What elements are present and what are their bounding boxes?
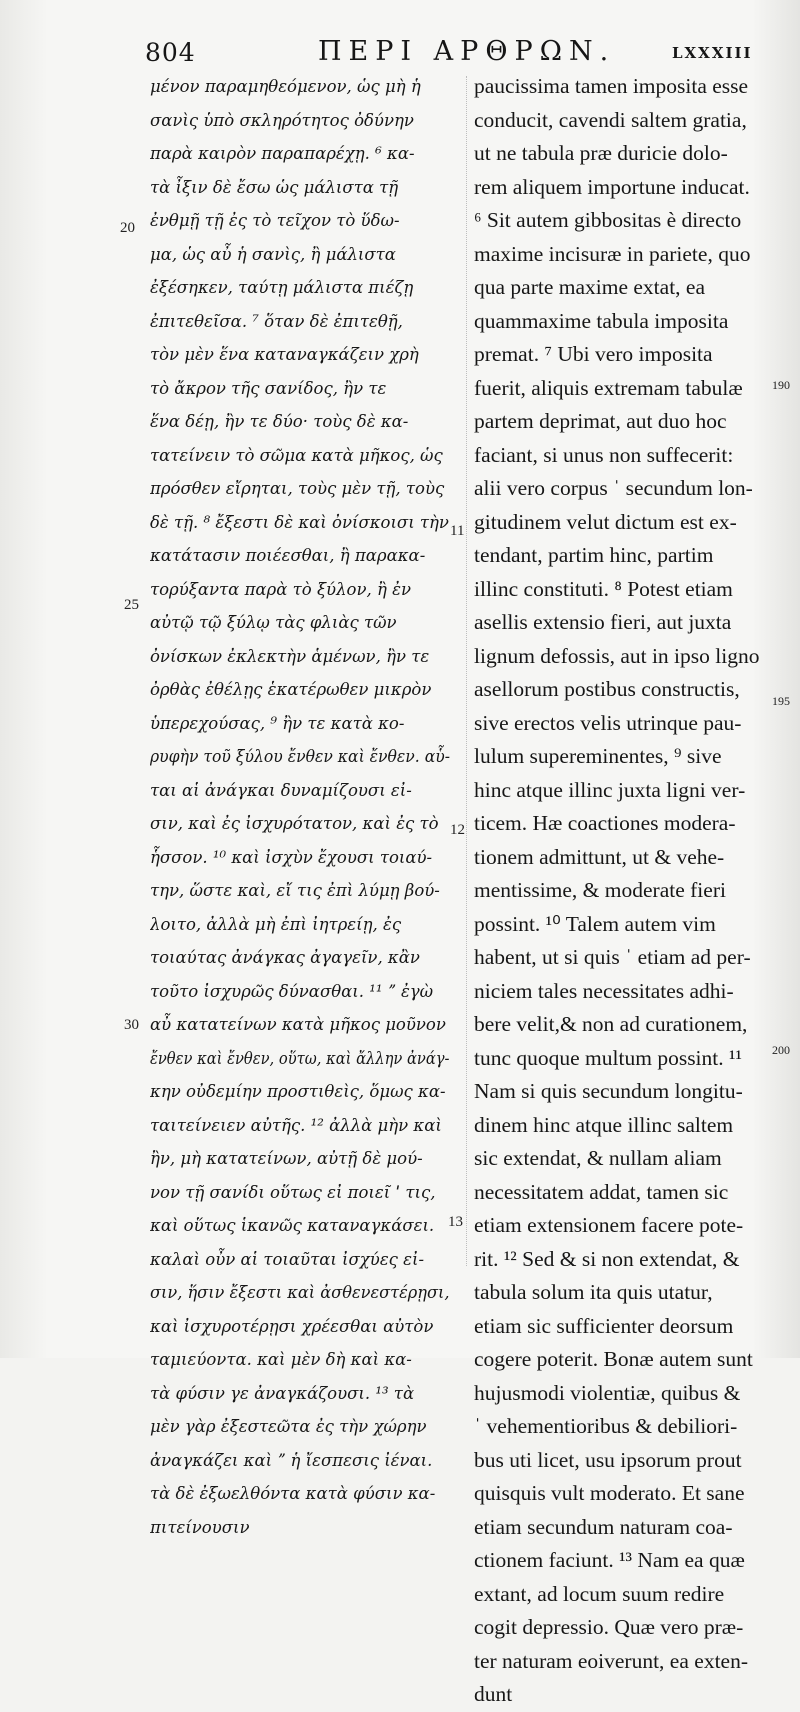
- latin-text-line: tendant, partim hinc, partim: [474, 543, 714, 567]
- greek-text-line: σιν, καὶ ἐς ἰσχυρότατον, καὶ ἐς τὸ: [150, 814, 439, 833]
- greek-text-line: ἢν, μὴ κατατείνων, αὐτῇ δὲ μού-: [150, 1149, 423, 1168]
- latin-text-line: cogit depressio. Quæ vero præ-: [474, 1615, 744, 1639]
- section-number: LXXXIII: [672, 44, 753, 62]
- margin-ref-190: 190: [772, 378, 790, 392]
- latin-text-line: paucissima tamen imposita esse: [474, 74, 749, 98]
- latin-text-line: illinc constituti. ⁸ Potest etiam: [474, 576, 733, 601]
- latin-text-line: premat. ⁷ Ubi vero imposita: [474, 342, 713, 366]
- latin-text-line: sic extendat, & nullam aliam: [474, 1146, 722, 1170]
- latin-text-line: dunt: [474, 1682, 513, 1706]
- greek-text-column: [150, 70, 460, 1544]
- latin-text-line: asellis extensio fieri, aut juxta: [474, 610, 732, 634]
- greek-text-line: ἐπιτεθεῖσα. ⁷ ὅταν δὲ ἐπιτεθῇ,: [150, 311, 403, 331]
- latin-text-line: qua parte maxime extat, ea: [474, 275, 706, 299]
- line-number-20: 20: [120, 220, 135, 236]
- greek-text-line: πιτείνουσιν: [150, 1517, 250, 1537]
- latin-text-line: ter naturam eoiverunt, ea exten-: [474, 1648, 748, 1673]
- latin-text-line: possint. ¹⁰ Talem autem vim: [474, 911, 716, 936]
- greek-text-line: δὲ τῇ. ⁸ ἔξεστι δὲ καὶ ὀνίσκοισι τὴν: [150, 512, 449, 532]
- latin-text-line: ut ne tabula præ duricie dolo-: [474, 141, 728, 165]
- latin-text-line: dinem hinc atque illinc saltem: [474, 1112, 734, 1137]
- greek-text-line: πρόσθεν εἴρηται, τοὺς μὲν τῇ, τοὺς: [150, 479, 445, 498]
- column-divider: [466, 76, 467, 1266]
- page-header: [0, 26, 800, 66]
- greek-text-line: ταμιεύοντα. καὶ μὲν δὴ καὶ κα-: [150, 1350, 412, 1369]
- latin-text-line: etiam sic sufficienter deorsum: [474, 1313, 734, 1338]
- latin-text-line: gitudinem velut dictum est ex-: [474, 509, 737, 534]
- latin-text-line: lulum supereminentes, ⁹ sive: [474, 744, 722, 768]
- greek-text-line: ἕνα δέῃ, ἢν τε δύο· τοὺς δὲ κα-: [150, 412, 409, 431]
- greek-text-line: τὸ ἄκρον τῆς σανίδος, ἢν τε: [150, 378, 387, 398]
- latin-text-line: tionem admittunt, ut & vehe-: [474, 844, 725, 869]
- greek-text-line: μένον παραμηθεόμενον, ὡς μὴ ἡ: [150, 77, 421, 96]
- greek-text-line: μὲν γὰρ ἐξεστεῶτα ἐς τὴν χώρην: [150, 1417, 427, 1436]
- greek-text-line: νον τῇ σανίδι οὕτως εἰ ποιεῖ ˈ τις,: [150, 1182, 436, 1202]
- greek-text-line: ἀναγκάζει καὶ ˮ ἡ ἴεσπεσις ἰέναι.: [150, 1450, 433, 1470]
- latin-text-line: partem deprimat, aut duo hoc: [474, 409, 727, 433]
- greek-text-line: κατάτασιν ποιέεσθαι, ἢ παρακα-: [150, 546, 426, 565]
- latin-text-line: alii vero corpus ˈ secundum lon-: [474, 476, 753, 500]
- greek-text-line: καλαὶ οὖν αἱ τοιαῦται ἰσχύες εἰ-: [150, 1249, 425, 1269]
- greek-text-line: ἔνθεν καὶ ἔνθεν, οὕτω, καὶ ἄλλην ἀνάγ-: [150, 1048, 450, 1068]
- greek-text-line: ὑπερεχούσας, ⁹ ἢν τε κατὰ κο-: [150, 713, 405, 733]
- greek-text-line: ὀνίσκων ἐκλεκτὴν ἁμένων, ἢν τε: [150, 646, 430, 666]
- greek-text-line: τὸν μὲν ἕνα καταναγκάζειν χρὴ: [150, 345, 419, 364]
- greek-text-line: λοιτο, ἀλλὰ μὴ ἐπὶ ἰητρείῃ, ἐς: [150, 914, 402, 934]
- greek-text-line: ται αἱ ἀνάγκαι δυναμίζουσι εἰ-: [150, 780, 412, 800]
- latin-text-line: rit. ¹² Sed & si non extendat, &: [474, 1246, 740, 1271]
- greek-text-line: τορύξαντα παρὰ τὸ ξύλον, ἢ ἐν: [150, 579, 411, 599]
- latin-text-line: lignum defossis, aut in ipso ligno: [474, 643, 760, 668]
- latin-text-line: hinc atque illinc juxta ligni ver-: [474, 777, 746, 802]
- greek-text-line: καὶ ἰσχυροτέρῃσι χρέεσθαι αὐτὸν: [150, 1316, 434, 1336]
- latin-text-line: etiam extensionem facere pote-: [474, 1213, 744, 1237]
- latin-text-line: etiam secundum naturam coa-: [474, 1514, 733, 1539]
- running-title: ΠΕΡΙ ΑΡΘΡΩΝ.: [318, 36, 616, 67]
- latin-text-line: fuerit, aliquis extremam tabulæ: [474, 375, 743, 400]
- latin-text-line: ⁶ Sit autem gibbositas è directo: [474, 208, 742, 232]
- greek-text-line: ὀρθὰς ἐθέλῃς ἑκατέρωθεν μικρὸν: [150, 680, 432, 699]
- greek-text-line: σιν, ἥσιν ἔξεστι καὶ ἀσθενεστέρῃσι,: [150, 1283, 450, 1302]
- greek-text-line: τατείνειν τὸ σῶμα κατὰ μῆκος, ὡς: [150, 445, 443, 465]
- latin-text-line: faciant, si unus non suffecerit:: [474, 442, 734, 467]
- cross-ref-12: 12: [450, 822, 465, 838]
- latin-text-line: necessitatem addat, tamen sic: [474, 1179, 729, 1204]
- greek-text-line: τὰ ἶξιν δὲ ἔσω ὡς μάλιστα τῇ: [150, 177, 399, 197]
- greek-text-line: ταιτείνειεν αὐτῆς. ¹² ἀλλὰ μὴν καὶ: [150, 1115, 442, 1135]
- latin-text-line: niciem tales necessitates adhi-: [474, 978, 734, 1003]
- latin-text-line: Nam si quis secundum longitu-: [474, 1079, 743, 1103]
- latin-text-line: quammaxime tabula imposita: [474, 308, 729, 333]
- latin-text-line: rem aliquem importune inducat.: [474, 174, 750, 199]
- greek-text-line: την, ὥστε καὶ, εἴ τις ἐπὶ λύμῃ βού-: [150, 881, 440, 900]
- latin-text-line: quisquis vult moderato. Et sane: [474, 1481, 745, 1505]
- greek-text-line: παρὰ καιρὸν παραπαρέχῃ. ⁶ κα-: [150, 144, 415, 163]
- latin-text-line: bus uti licet, usu ipsorum prout: [474, 1447, 742, 1472]
- cross-ref-11: 11: [450, 523, 465, 539]
- greek-text-line: τὰ δὲ ἐξωελθόντα κατὰ φύσιν κα-: [150, 1484, 436, 1503]
- latin-text-line: ˈ vehementioribus & debiliori-: [474, 1414, 738, 1438]
- greek-text-line: κην οὐδεμίην προστιθεὶς, ὅμως κα-: [150, 1082, 446, 1101]
- latin-text-line: mentissime, & moderate fieri: [474, 878, 726, 902]
- latin-text-line: ctionem faciunt. ¹³ Nam ea quæ: [474, 1548, 745, 1572]
- line-number-30: 30: [124, 1017, 139, 1033]
- greek-text-line: σανὶς ὑπὸ σκληρότητος ὀδύνην: [150, 110, 414, 130]
- latin-text-line: cogere poterit. Bonæ autem sunt: [474, 1347, 753, 1371]
- latin-text-line: habent, ut si quis ˈ etiam ad per-: [474, 945, 751, 969]
- latin-text-line: bere velit,& non ad curationem,: [474, 1012, 748, 1036]
- latin-text-line: ticem. Hæ coactiones modera-: [474, 811, 736, 835]
- greek-text-line: ἧσσον. ¹⁰ καὶ ἰσχὺν ἔχουσι τοιαύ-: [150, 847, 433, 867]
- latin-text-line: hujusmodi violentiæ, quibus &: [474, 1380, 741, 1405]
- latin-text-column: [474, 70, 774, 1712]
- greek-text-line: τοιαύτας ἀνάγκας ἀγαγεῖν, κἂν: [150, 948, 420, 967]
- latin-text-line: extant, ad locum suum redire: [474, 1581, 725, 1606]
- greek-text-line: μα, ὡς αὖ ἡ σανὶς, ἢ μάλιστα: [150, 244, 396, 264]
- greek-text-line: ἐξέσηκεν, ταύτῃ μάλιστα πιέζῃ: [150, 278, 414, 297]
- greek-text-line: ρυφὴν τοῦ ξύλου ἔνθεν καὶ ἔνθεν. αὗ-: [150, 747, 450, 766]
- greek-text-line: τὰ φύσιν γε ἀναγκάζουσι. ¹³ τὰ: [150, 1383, 415, 1403]
- line-number-25: 25: [124, 597, 139, 613]
- greek-text-line: τοῦτο ἰσχυρῶς δύνασθαι. ¹¹ ˮ ἐγὼ: [150, 981, 434, 1001]
- greek-text-line: αὖ κατατείνων κατὰ μῆκος μοῦνον: [150, 1015, 446, 1034]
- margin-ref-195: 195: [772, 694, 790, 708]
- greek-text-line: αὐτῷ τῷ ξύλῳ τὰς φλιὰς τῶν: [150, 613, 397, 632]
- latin-text-line: tabula solum ita quis utatur,: [474, 1280, 713, 1304]
- greek-text-line: ἐνθμῇ τῇ ἐς τὸ τεῖχον τὸ ὕδω-: [150, 211, 400, 230]
- latin-text-line: maxime incisuræ in pariete, quo: [474, 241, 751, 266]
- latin-text-line: tunc quoque multum possint. ¹¹: [474, 1045, 742, 1070]
- margin-ref-200: 200: [772, 1043, 790, 1057]
- latin-text-line: sive erectos velis utrinque pau-: [474, 710, 742, 735]
- greek-text-line: καὶ οὕτως ἱκανῶς καταναγκάσει.: [150, 1216, 435, 1235]
- page-number: 804: [145, 38, 196, 67]
- latin-text-line: asellorum postibus constructis,: [474, 677, 740, 701]
- cross-ref-13: 13: [448, 1214, 463, 1230]
- latin-text-line: conducit, cavendi saltem gratia,: [474, 107, 747, 132]
